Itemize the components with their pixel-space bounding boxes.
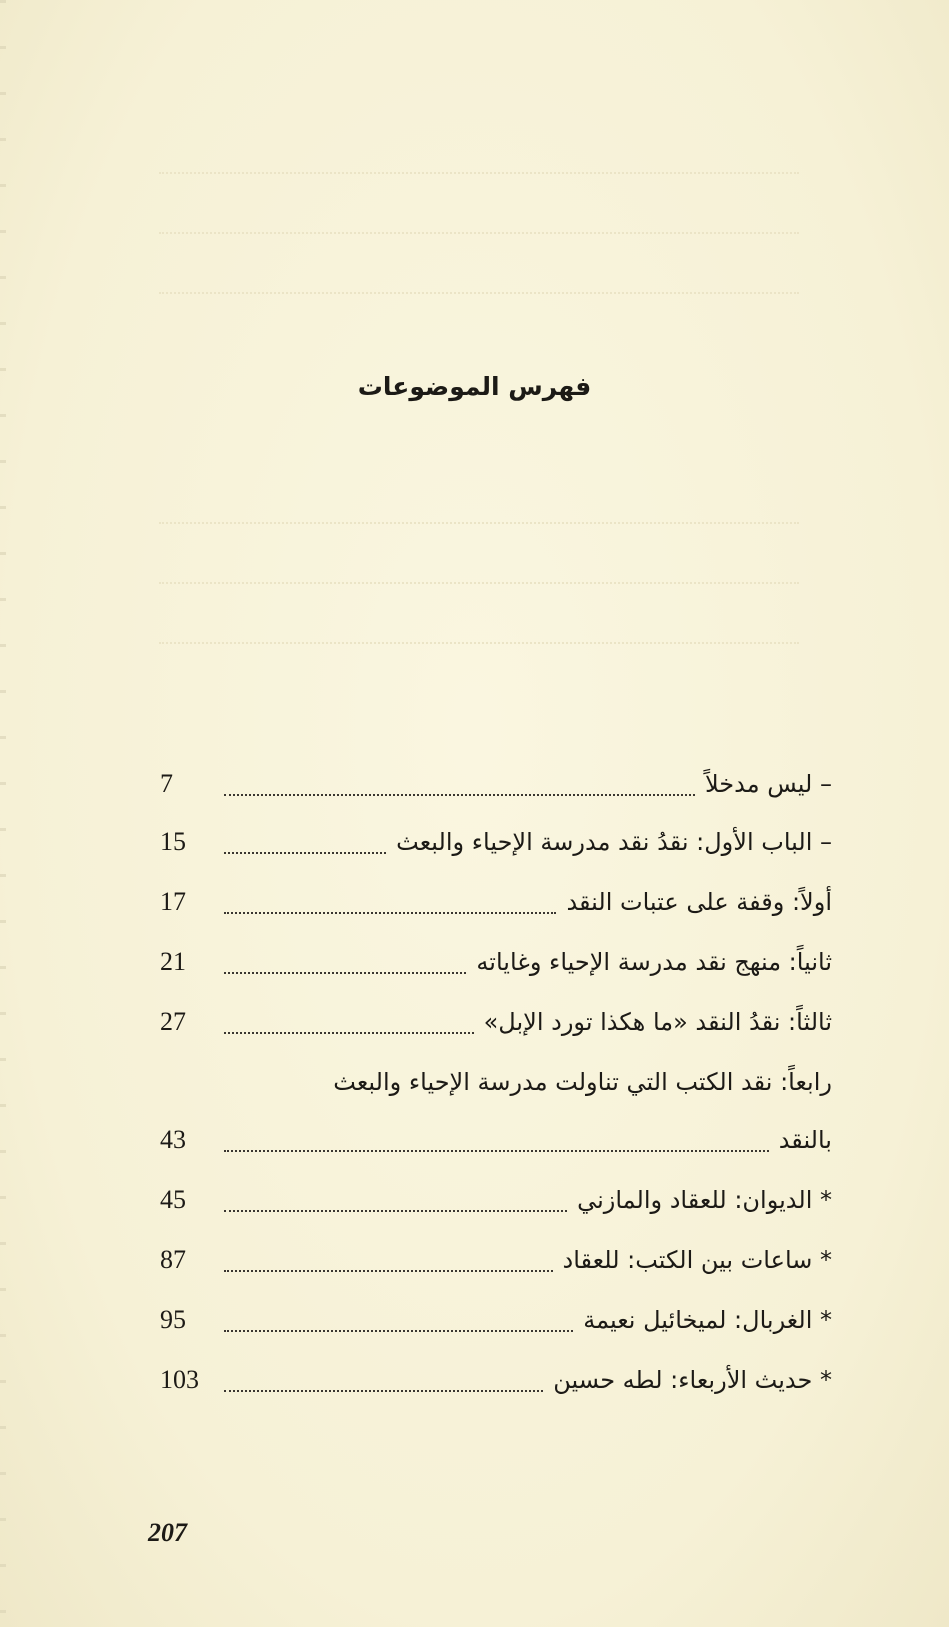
toc-page-number: 27 (160, 1007, 186, 1036)
dot-leader (224, 1210, 567, 1212)
toc-entry-text: * حديث الأربعاء: لطه حسين (553, 1366, 832, 1394)
toc-row[interactable] (160, 1000, 832, 1044)
dot-leader (224, 1032, 474, 1034)
page-title: فهرس الموضوعات (357, 372, 592, 401)
toc-row[interactable] (160, 940, 832, 984)
toc-entry-text: أولاً: وقفة على عتبات النقد (566, 888, 832, 916)
toc-entry-text: ثالثاً: نقدُ النقد «ما هكذا تورد الإبل» (483, 1008, 832, 1036)
toc-row[interactable] (160, 820, 832, 864)
toc-row[interactable] (160, 880, 832, 924)
toc-row[interactable] (160, 1298, 832, 1342)
toc-row[interactable] (160, 1238, 832, 1282)
toc-entry-text: – الباب الأول: نقدُ نقد مدرسة الإحياء والبعث (396, 828, 832, 856)
dot-leader (224, 912, 556, 914)
toc-page-number: 43 (160, 1125, 186, 1154)
dot-leader (224, 972, 466, 974)
toc-entry-text: ثانياً: منهج نقد مدرسة الإحياء وغاياته (476, 948, 832, 976)
dot-leader (224, 1330, 573, 1332)
toc-page-number: 17 (160, 887, 186, 916)
dot-leader (224, 852, 386, 854)
toc-page-number: 21 (160, 947, 186, 976)
toc-entry-text: * ساعات بين الكتب: للعقاد (562, 1246, 832, 1274)
dot-leader (224, 794, 695, 796)
toc-row[interactable] (160, 762, 832, 806)
toc-entry-text: * الغربال: لميخائيل نعيمة (583, 1306, 832, 1334)
toc-page-number: 7 (160, 769, 173, 798)
toc-page-number: 87 (160, 1245, 186, 1274)
toc-page-number: 95 (160, 1305, 186, 1334)
dot-leader (224, 1150, 769, 1152)
toc-entry-text: بالنقد (778, 1126, 832, 1154)
toc-row[interactable] (160, 1358, 832, 1402)
toc-row[interactable] (160, 1178, 832, 1222)
dot-leader (224, 1270, 553, 1272)
toc-entry-text: – ليس مدخلاً (704, 770, 832, 798)
toc-page-number: 15 (160, 827, 186, 856)
toc-row[interactable] (160, 1118, 832, 1162)
page-number: 207 (148, 1518, 187, 1547)
toc-entry-text: * الديوان: للعقاد والمازني (577, 1186, 832, 1214)
toc-page-number: 45 (160, 1185, 186, 1214)
dot-leader (224, 1390, 543, 1392)
toc-page-number: 103 (160, 1365, 199, 1394)
toc-entry-wrapped-line: رابعاً: نقد الكتب التي تناولت مدرسة الإحياء والبعث (333, 1068, 832, 1096)
